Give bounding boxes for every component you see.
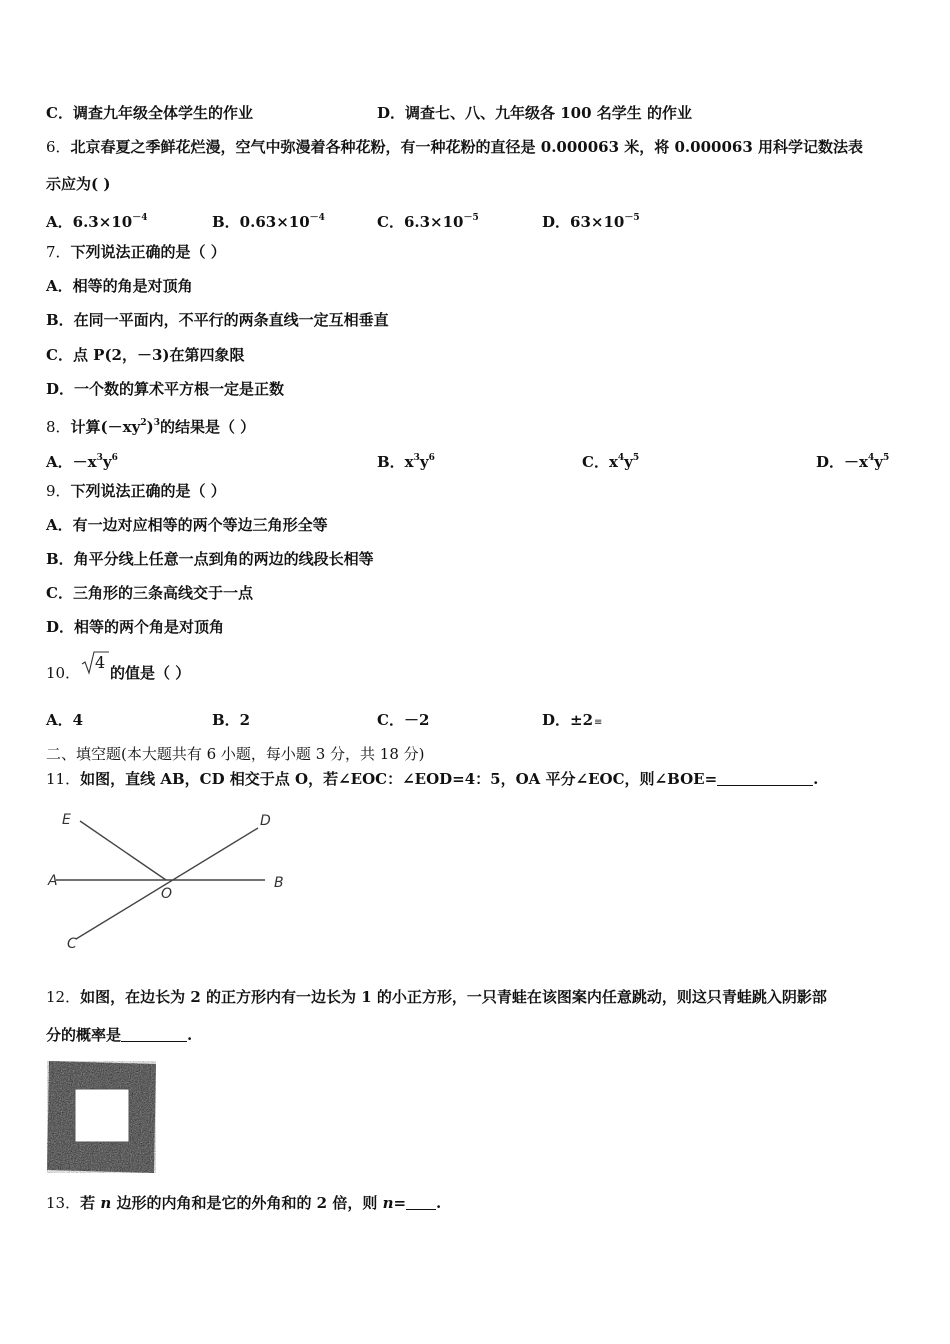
sqrt-symbol [80,650,110,676]
q11-text: 如图，直线 AB，CD 相交于点 O，若∠EOC：∠EOD=4：5，OA 平分∠EOC，则∠BOE= [80,770,718,788]
q12-answer-blank[interactable] [121,1026,187,1042]
q11-answer-blank[interactable] [717,770,813,786]
q6-option-d [542,208,640,232]
q10-stem: 的值是（ ） [110,664,191,682]
q8-d-e1: 4 [867,453,875,463]
q8-stem [46,413,255,437]
q10-option-d [542,710,602,733]
q6-d-exp: －5 [624,213,640,223]
q6-b-exp: －4 [309,213,325,223]
ray-oe [80,821,166,880]
q7-number: 7． [46,243,71,261]
q6-c-label: C．6.3×10 [377,213,464,231]
q10-number-text: 10． [46,664,81,682]
q6-a-exp: －4 [132,213,148,223]
q13-equals: = [393,1194,407,1212]
q8-b-e2: 6 [428,453,435,463]
q6-text: 北京春夏之季鲜花烂漫，空气中弥漫着各种花粉，有一种花粉的直径是 0.000063 米，将 0.000063 用科学记数法表 [70,138,864,156]
q10-option-c: C．－2 [377,711,430,729]
q9-option-c: C．三角形的三条高线交于一点 [46,584,253,602]
label-e: E [62,812,71,828]
q12-stem-line1 [46,987,827,1007]
q7-option-b: B．在同一平面内，不平行的两条直线一定互相垂直 [46,311,389,329]
q13-text-mid: 边形的内角和是它的外角和的 2 倍，则 [111,1194,383,1212]
q12-period: . [187,1026,193,1044]
radicand: 4 [95,653,106,672]
q12-number: 12． [46,988,81,1006]
q7-option-c: C．点 P(2，－3)在第四象限 [46,346,245,364]
q6-number: 6． [46,138,71,156]
q9-number: 9． [46,482,71,500]
q8-option-b [377,448,435,472]
inner-square-unshaded [75,1089,129,1142]
q9-option-a: A．有一边对应相等的两个等边三角形全等 [46,516,328,534]
q6-option-c [377,208,479,232]
q8-b-e1: 3 [413,453,420,463]
q8-c-x: C．x [582,453,618,471]
q13-text-pre: 若 [80,1194,101,1212]
q8-expr: 计算(－xy [70,418,141,436]
q9-option-d: D．相等的两个角是对顶角 [46,618,225,636]
q8-a-x: A．－x [46,453,97,471]
q8-option-d [816,448,889,472]
q8-option-c [582,448,639,472]
q5-option-c: C．调查九年级全体学生的作业 [46,104,253,122]
q8-a-e1: 3 [96,453,103,463]
q8-paren: ) [146,418,154,436]
q9-stem [46,481,226,501]
q8-option-a [46,448,118,472]
q7-option-d: D．一个数的算术平方根一定是正数 [46,380,285,398]
label-a: A [48,873,58,889]
q6-d-label: D．63×10 [542,213,625,231]
q9-option-b: B．角平分线上任意一点到角的两边的线段长相等 [46,550,374,568]
q8-exp-outer: 3 [153,418,160,428]
q12-text-2: 分的概率是 [46,1026,122,1044]
q13-stem [46,1193,441,1213]
q8-c-e1: 4 [617,453,625,463]
q8-b-y: y [419,453,429,471]
label-o: O [161,886,173,902]
q8-a-y: y [102,453,112,471]
q7-text: 下列说法正确的是（ ） [70,243,226,261]
q11-period: . [813,770,819,788]
q13-var-n: n [100,1194,112,1212]
q13-number: 13． [46,1194,81,1212]
q8-b-x: B．x [377,453,414,471]
q6-stem-line1 [46,137,863,157]
label-c: C [67,936,77,952]
q9-text: 下列说法正确的是（ ） [70,482,226,500]
q6-b-label: B．0.63×10 [212,213,310,231]
q13-period: . [436,1194,442,1212]
q7-stem [46,242,226,262]
q6-c-exp: －5 [463,213,479,223]
q10-d-text: D．±2 [542,711,594,729]
q11-figure [40,805,300,955]
q8-text: 的结果是（ ） [159,418,256,436]
q8-d-e2: 5 [882,453,890,463]
q11-number: 11． [46,770,81,788]
section-2-title: 二、填空题(本大题共有 6 小题，每小题 3 分，共 18 分) [46,745,425,763]
q12-figure [46,1058,158,1174]
stray-mark-icon: ≡ [594,717,603,728]
q8-d-x: D．－x [816,453,868,471]
q8-number: 8． [46,418,71,436]
q8-a-e2: 6 [111,453,118,463]
q6-option-b [212,208,325,232]
label-b: B [274,875,284,891]
q10-option-b: B．2 [212,711,251,729]
q6-option-a [46,208,147,232]
q7-option-a: A．相等的角是对顶角 [46,277,193,295]
line-cd [76,828,258,939]
q8-exp-inner: 2 [140,418,147,428]
q12-text: 如图，在边长为 2 的正方形内有一边长为 1 的小正方形，一只青蛙在该图案内任意跳动，则这只青蛙跳入阴影部 [80,988,827,1006]
q8-c-e2: 5 [632,453,640,463]
q6-a-label: A．6.3×10 [46,213,133,231]
q10-number [46,663,80,683]
q6-stem-line2: 示应为( ) [46,175,111,193]
q11-stem [46,769,818,789]
q10-option-a: A．4 [46,711,84,729]
q12-stem-line2 [46,1025,192,1045]
q8-d-y: y [874,453,883,471]
q5-option-d: D．调查七、八、九年级各 100 名学生 的作业 [377,104,692,122]
q13-var-n-2: n [382,1194,394,1212]
label-d: D [260,813,271,829]
q8-c-y: y [624,453,633,471]
q13-answer-blank[interactable] [406,1194,436,1210]
